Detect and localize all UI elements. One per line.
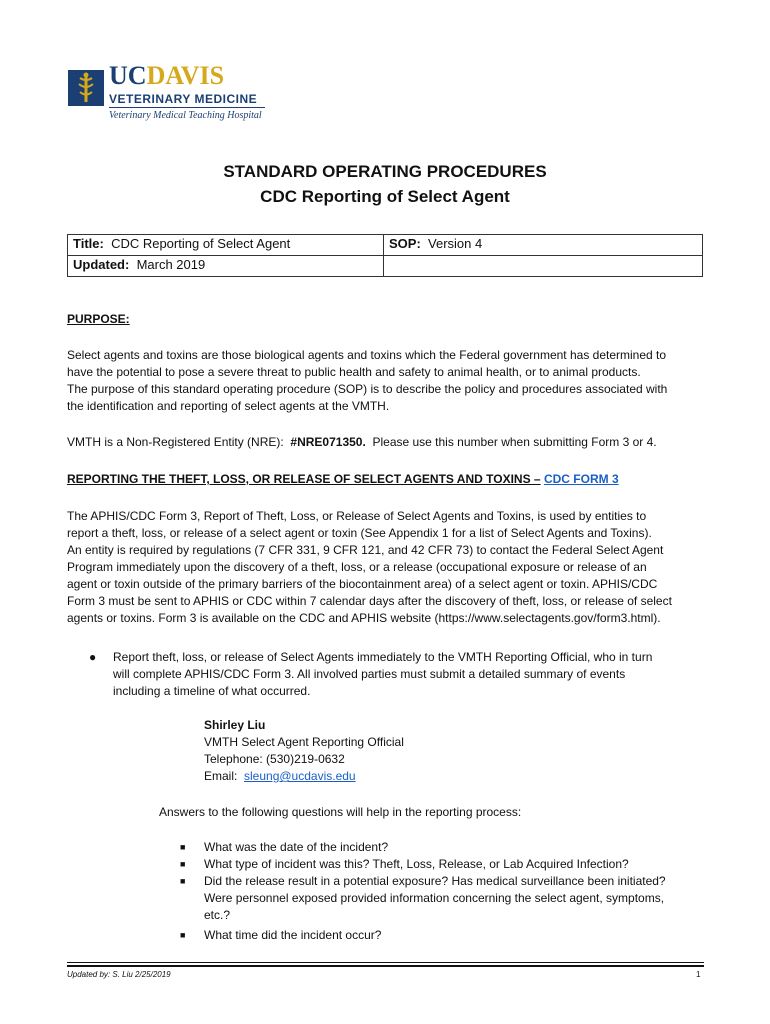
paragraph-line: the identification and reporting of select agents at the VMTH. bbox=[67, 399, 390, 413]
table-row bbox=[68, 256, 703, 277]
title-value: CDC Reporting of Select Agent bbox=[111, 236, 291, 251]
footer-divider bbox=[67, 965, 704, 967]
reporting-heading-text: REPORTING THE THEFT, LOSS, OR RELEASE OF SELECT AGENTS AND TOXINS – bbox=[67, 472, 541, 486]
title-cell bbox=[68, 235, 384, 256]
footer-updated-by: Updated by: S. Liu 2/25/2019 bbox=[67, 970, 171, 979]
square-bullet-icon: ■ bbox=[180, 859, 186, 869]
nre-number: #NRE071350. bbox=[290, 435, 366, 449]
paragraph-line: agent or toxin outside of the primary barriers of the biocontainment area) of a select agent or toxin. APHIS/CDC bbox=[67, 577, 658, 591]
question-line: etc.? bbox=[204, 908, 231, 922]
updated-label: Updated: bbox=[73, 257, 130, 272]
sop-cell bbox=[384, 235, 703, 256]
contact-telephone: Telephone: (530)219-0632 bbox=[204, 752, 345, 766]
nre-statement bbox=[67, 434, 707, 451]
logo-davis-text: DAVIS bbox=[146, 61, 225, 90]
paragraph-line: Select agents and toxins are those biological agents and toxins which the Federal government has determined to bbox=[67, 348, 667, 362]
sop-label: SOP: bbox=[389, 236, 421, 251]
reporting-heading bbox=[67, 471, 707, 488]
question-line: Did the release result in a potential exposure? Has medical surveillance been initiated? bbox=[204, 874, 666, 888]
questions-intro: Answers to the following questions will help in the reporting process: bbox=[159, 805, 522, 819]
bullet-icon: ● bbox=[89, 650, 97, 664]
sop-value: Version 4 bbox=[428, 236, 483, 251]
question-item bbox=[204, 873, 704, 924]
question-item: What was the date of the incident? bbox=[204, 840, 389, 854]
title-label: Title: bbox=[73, 236, 104, 251]
document-title: STANDARD OPERATING PROCEDURES bbox=[223, 162, 547, 181]
square-bullet-icon: ■ bbox=[180, 930, 186, 940]
paragraph-line: The APHIS/CDC Form 3, Report of Theft, Loss, or Release of Select Agents and Toxins, is used by entities to bbox=[67, 509, 647, 523]
contact-name: Shirley Liu bbox=[204, 718, 266, 732]
question-item: What time did the incident occur? bbox=[204, 928, 382, 942]
paragraph-line: Form 3 must be sent to APHIS or CDC within 7 calendar days after the discovery of theft, loss, or release of select bbox=[67, 594, 672, 608]
paragraph-line: agents or toxins. Form 3 is available on the CDC and APHIS website (https://www.selectagents.gov/form3.html). bbox=[67, 611, 661, 625]
contact-role: VMTH Select Agent Reporting Official bbox=[204, 735, 404, 749]
page-number: 1 bbox=[696, 970, 701, 979]
question-item: What type of incident was this? Theft, Loss, Release, or Lab Acquired Infection? bbox=[204, 857, 629, 871]
purpose-heading: PURPOSE: bbox=[67, 312, 130, 326]
nre-suffix: Please use this number when submitting Form 3 or 4. bbox=[372, 435, 657, 449]
cdc-form3-link[interactable]: CDC FORM 3 bbox=[543, 472, 619, 486]
bullet-line: will complete APHIS/CDC Form 3. All involved parties must submit a detailed summary of events bbox=[113, 667, 626, 681]
paragraph-line: The purpose of this standard operating procedure (SOP) is to describe the policy and procedures associated with bbox=[67, 382, 668, 396]
email-label: Email: bbox=[204, 769, 238, 783]
paragraph-line: Program immediately upon the discovery of a theft, loss, or a release (occupational exposure or release of an bbox=[67, 560, 647, 574]
reporting-paragraph bbox=[67, 508, 707, 627]
logo-hospital-name: Veterinary Medical Teaching Hospital bbox=[109, 110, 262, 121]
logo-school-name: VETERINARY MEDICINE bbox=[109, 92, 258, 106]
contact-email-line bbox=[204, 768, 604, 785]
paragraph-line: An entity is required by regulations (7 CFR 331, 9 CFR 121, and 42 CFR 73) to contact the Federal Select Agent bbox=[67, 543, 664, 557]
empty-cell bbox=[384, 256, 703, 277]
paragraph-line: report a theft, loss, or release of a select agent or toxin (See Appendix 1 for a list of Select Agents and Toxins). bbox=[67, 526, 652, 540]
paragraph-line: have the potential to pose a severe threat to public health and safety to animal health, or to animal products. bbox=[67, 365, 641, 379]
bullet-line: Report theft, loss, or release of Select Agents immediately to the VMTH Reporting Official, who in turn bbox=[113, 650, 653, 664]
updated-value: March 2019 bbox=[136, 257, 206, 272]
square-bullet-icon: ■ bbox=[180, 876, 186, 886]
contact-block bbox=[204, 717, 604, 785]
bullet-item bbox=[113, 649, 713, 700]
table-row bbox=[68, 235, 703, 256]
logo-wordmark bbox=[109, 62, 224, 90]
logo-uc-text: UC bbox=[109, 61, 147, 90]
ucdavis-vet-logo-mark bbox=[68, 70, 104, 106]
nre-prefix: VMTH is a Non-Registered Entity (NRE): bbox=[67, 435, 284, 449]
sop-info-table bbox=[67, 234, 703, 277]
question-line: Were personnel exposed provided information concerning the select agent, symptoms, bbox=[204, 891, 665, 905]
updated-cell bbox=[68, 256, 384, 277]
email-link[interactable]: sleung@ucdavis.edu bbox=[244, 769, 356, 783]
square-bullet-icon: ■ bbox=[180, 842, 186, 852]
purpose-paragraph bbox=[67, 347, 707, 415]
footer-divider bbox=[67, 962, 704, 963]
bullet-line: including a timeline of what occurred. bbox=[113, 684, 311, 698]
document-subtitle: CDC Reporting of Select Agent bbox=[260, 187, 510, 206]
logo-divider bbox=[109, 107, 265, 108]
